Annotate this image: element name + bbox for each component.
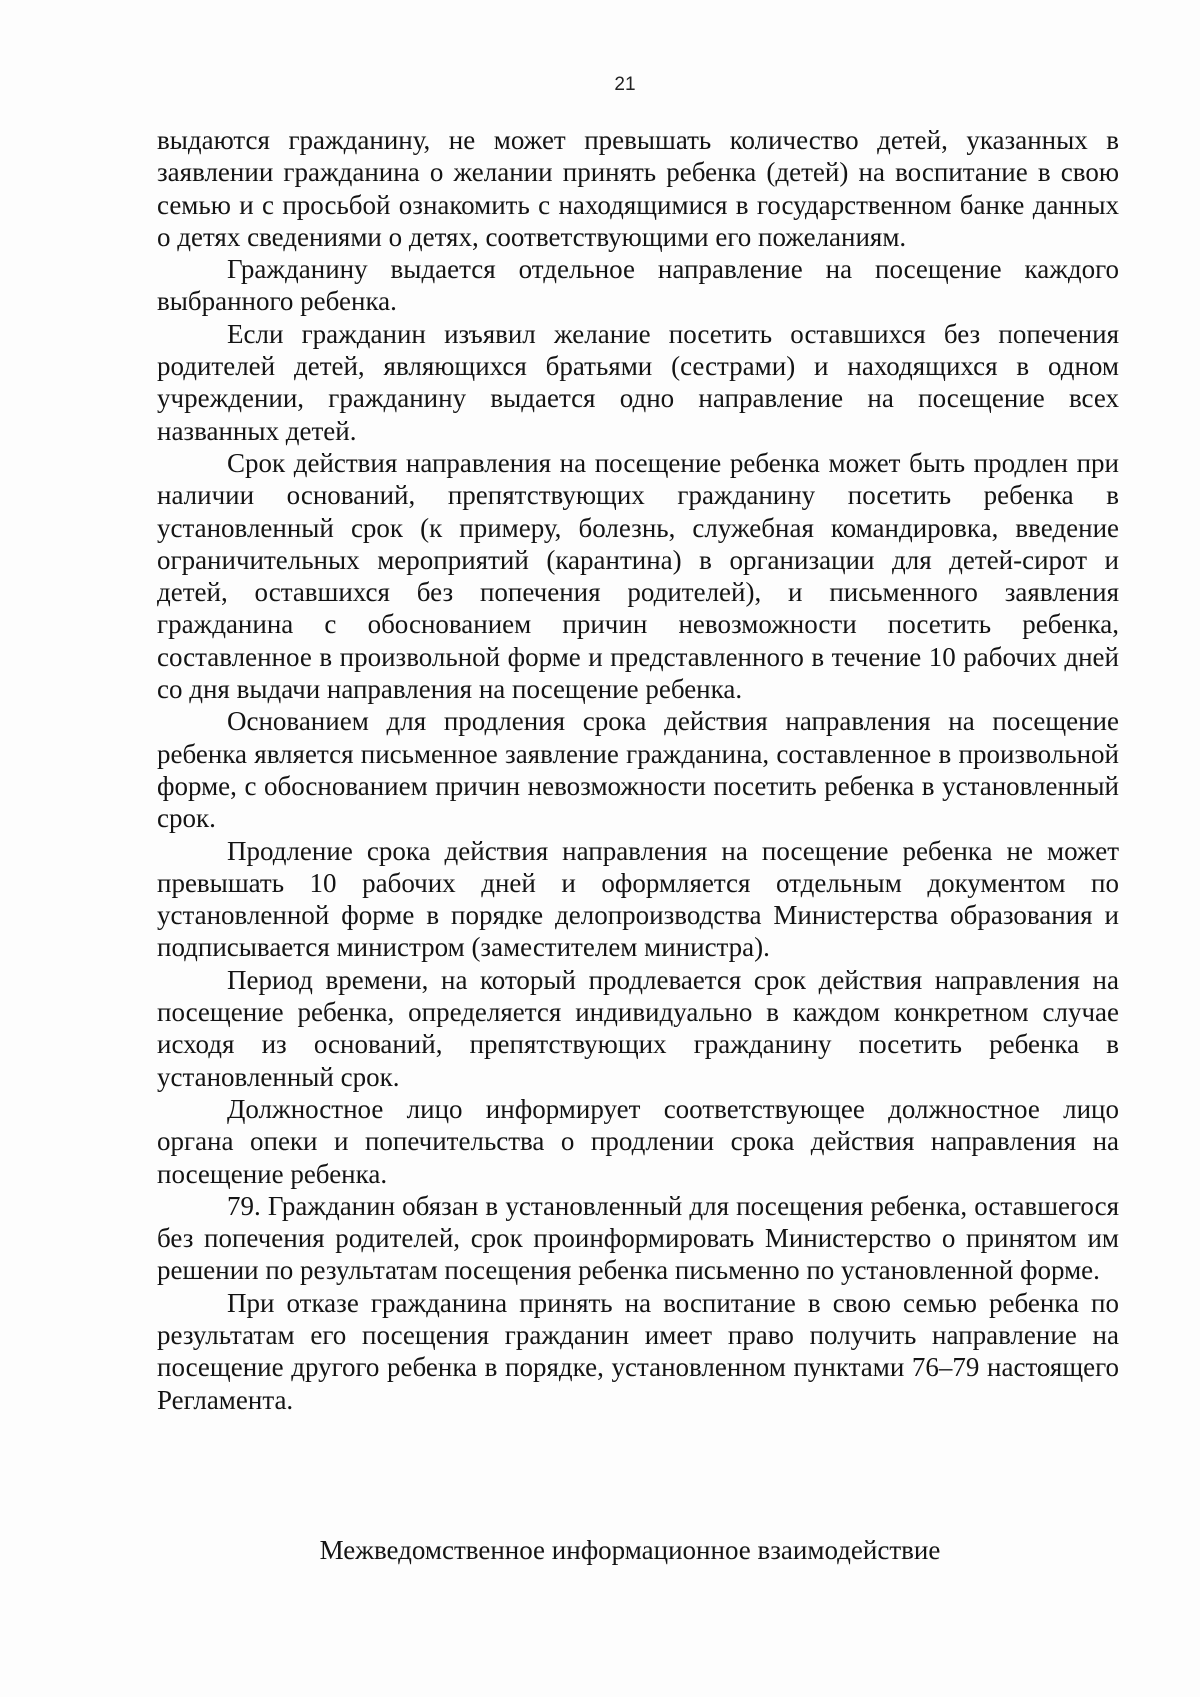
paragraph-continuation: выдаются гражданину, не может превышать количество детей, указанных в заявлении гражданина о желании принять ребенка (детей) на воспитание в свою семью и с просьбой ознакомить с находящимися в государственном банке данных о детях сведениями о детях, соответствующими его пожеланиям. xyxy=(157,125,1119,252)
paragraph-refusal: При отказе гражданина принять на воспитание в свою семью ребенка по результатам его посещения гражданин имеет право получить направление на посещение другого ребенка в порядке, установленном пунктами 76–79 настоящего Регламента. xyxy=(157,1287,1119,1415)
section-heading: Межведомственное информационное взаимодействие xyxy=(319,1535,941,1565)
paragraph-extension-basis: Основанием для продления срока действия направления на посещение ребенка является письменное заявление гражданина, составленное в произвольной форме, с обоснованием причин невозможности посетить ребенка в установленный срок. xyxy=(157,706,1119,834)
paragraph-official-informs: Должностное лицо информирует соответствующее должностное лицо органа опеки и попечительства о продлении срока действия направления на посещение ребенка. xyxy=(157,1093,1119,1189)
paragraph-referral-extension: Срок действия направления на посещение ребенка может быть продлен при наличии оснований, препятствующих гражданину посетить ребенка в установленный срок (к примеру, болезнь, служебная командировка, введение ограничительных мероприятий (карантина) в организации для детей-сирот и детей, оставшихся без попечения родителей), и письменного заявления гражданина с обоснованием причин невозможности посетить ребенка, составленное в произвольной форме и представленного в течение 10 рабочих дней со дня выдачи направления на посещение ребенка. xyxy=(157,447,1119,705)
paragraph-siblings-visit: Если гражданин изъявил желание посетить оставшихся без попечения родителей детей, являющихся братьями (сестрами) и находящихся в одном учреждении, гражданину выдается одно направление на посещение всех названных детей. xyxy=(157,318,1119,446)
paragraph-extension-limit: Продление срока действия направления на посещение ребенка не может превышать 10 рабочих дней и оформляется отдельным документом по установленной форме в порядке делопроизводства Министерства образования и подписывается министром (заместителем министра). xyxy=(157,835,1119,963)
paragraph-item-79: 79. Гражданин обязан в установленный для посещения ребенка, оставшегося без попечения родителей, срок проинформировать Министерство о принятом им решении по результатам посещения ребенка письменно по установленной форме. xyxy=(157,1190,1119,1286)
document-body xyxy=(157,124,1119,1416)
page-number: 21 xyxy=(614,74,636,95)
paragraph-separate-referral: Гражданину выдается отдельное направление на посещение каждого выбранного ребенка. xyxy=(157,254,1119,317)
paragraph-extension-period: Период времени, на который продлевается срок действия направления на посещение ребенка, определяется индивидуально в каждом конкретном случае исходя из оснований, препятствующих гражданину посетить ребенка в установленный срок. xyxy=(157,964,1119,1092)
